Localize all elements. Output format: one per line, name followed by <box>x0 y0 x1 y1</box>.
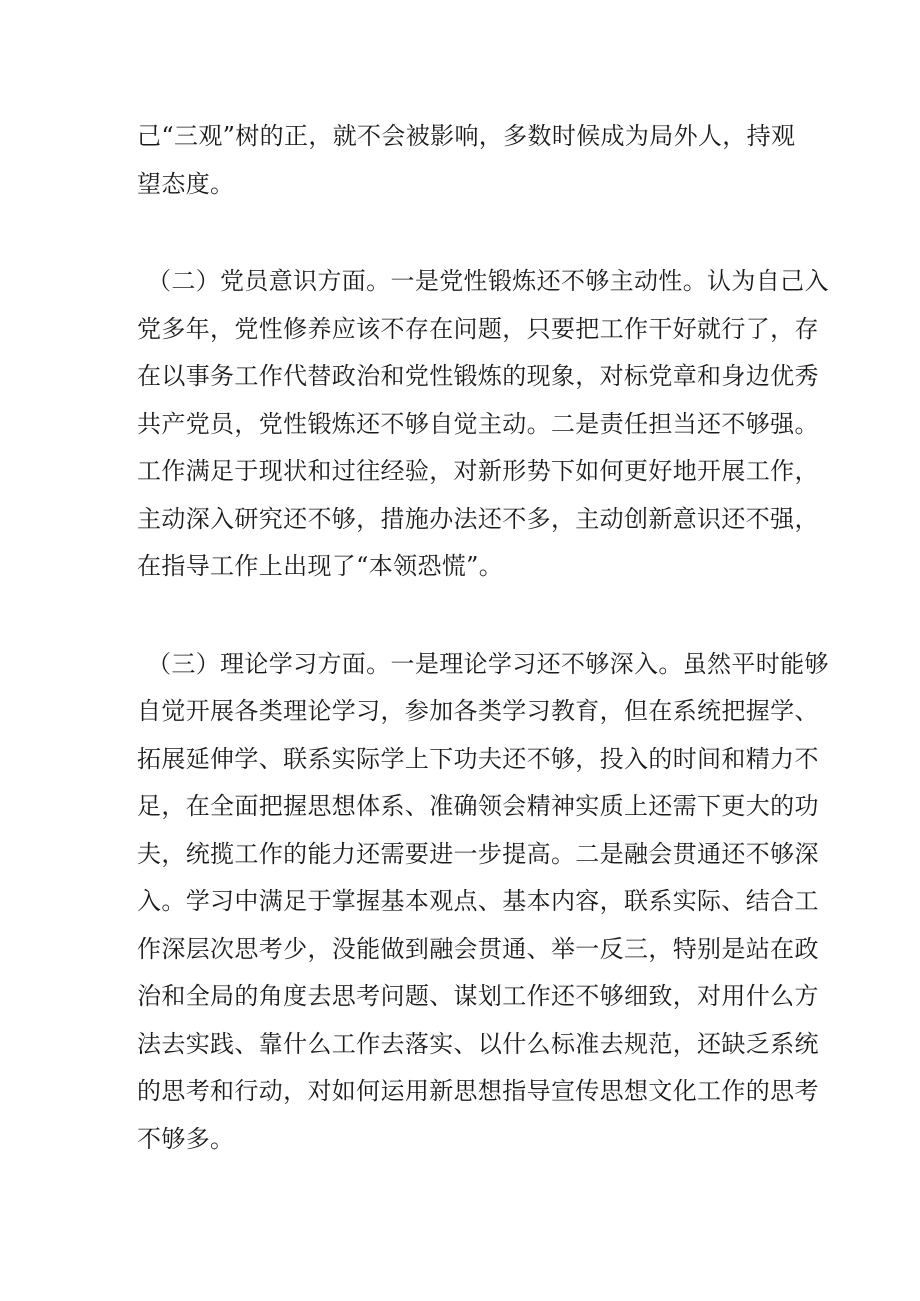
paragraph-line: 治和全局的角度去思考问题、谋划工作还不够细致，对用什么方 <box>137 982 819 1010</box>
paragraph-line: （三）理论学习方面。一是理论学习还不够深入。虽然平时能够 <box>147 650 829 678</box>
paragraph-line: 望态度。 <box>137 170 235 198</box>
paragraph-line: 足，在全面把握思想体系、准确领会精神实质上还需下更大的功 <box>137 792 819 820</box>
paragraph-line: 在指导工作上出现了“本领恐慌”。 <box>137 552 504 580</box>
paragraph-line: 主动深入研究还不够，措施办法还不多，主动创新意识还不强， <box>137 505 819 533</box>
paragraph-line: 法去实践、靠什么工作去落实、以什么标准去规范，还缺乏系统 <box>137 1030 819 1058</box>
paragraph-line: 入。学习中满足于掌握基本观点、基本内容，联系实际、结合工 <box>137 887 819 915</box>
paragraph-line: 夫，统揽工作的能力还需要进一步提高。二是融会贯通还不够深 <box>137 840 819 868</box>
paragraph-line: 己“三观”树的正，就不会被影响，多数时候成为局外人，持观 <box>137 122 796 150</box>
paragraph-line: 自觉开展各类理论学习，参加各类学习教育，但在系统把握学、 <box>137 697 819 725</box>
paragraph-line: 工作满足于现状和过往经验，对新形势下如何更好地开展工作， <box>137 457 819 485</box>
paragraph-line: 的思考和行动，对如何运用新思想指导宣传思想文化工作的思考 <box>137 1077 819 1105</box>
paragraph-line: 党多年，党性修养应该不存在问题，只要把工作干好就行了，存 <box>137 315 819 343</box>
paragraph-line: 作深层次思考少，没能做到融会贯通、举一反三，特别是站在政 <box>137 935 819 963</box>
paragraph-line: 不够多。 <box>137 1125 235 1153</box>
paragraph-line: 拓展延伸学、联系实际学上下功夫还不够，投入的时间和精力不 <box>137 745 819 773</box>
paragraph-line: 在以事务工作代替政治和党性锻炼的现象，对标党章和身边优秀 <box>137 362 819 390</box>
paragraph-line: （二）党员意识方面。一是党性锻炼还不够主动性。认为自己入 <box>147 267 829 295</box>
paragraph-line: 共产党员，党性锻炼还不够自觉主动。二是责任担当还不够强。 <box>137 410 819 438</box>
